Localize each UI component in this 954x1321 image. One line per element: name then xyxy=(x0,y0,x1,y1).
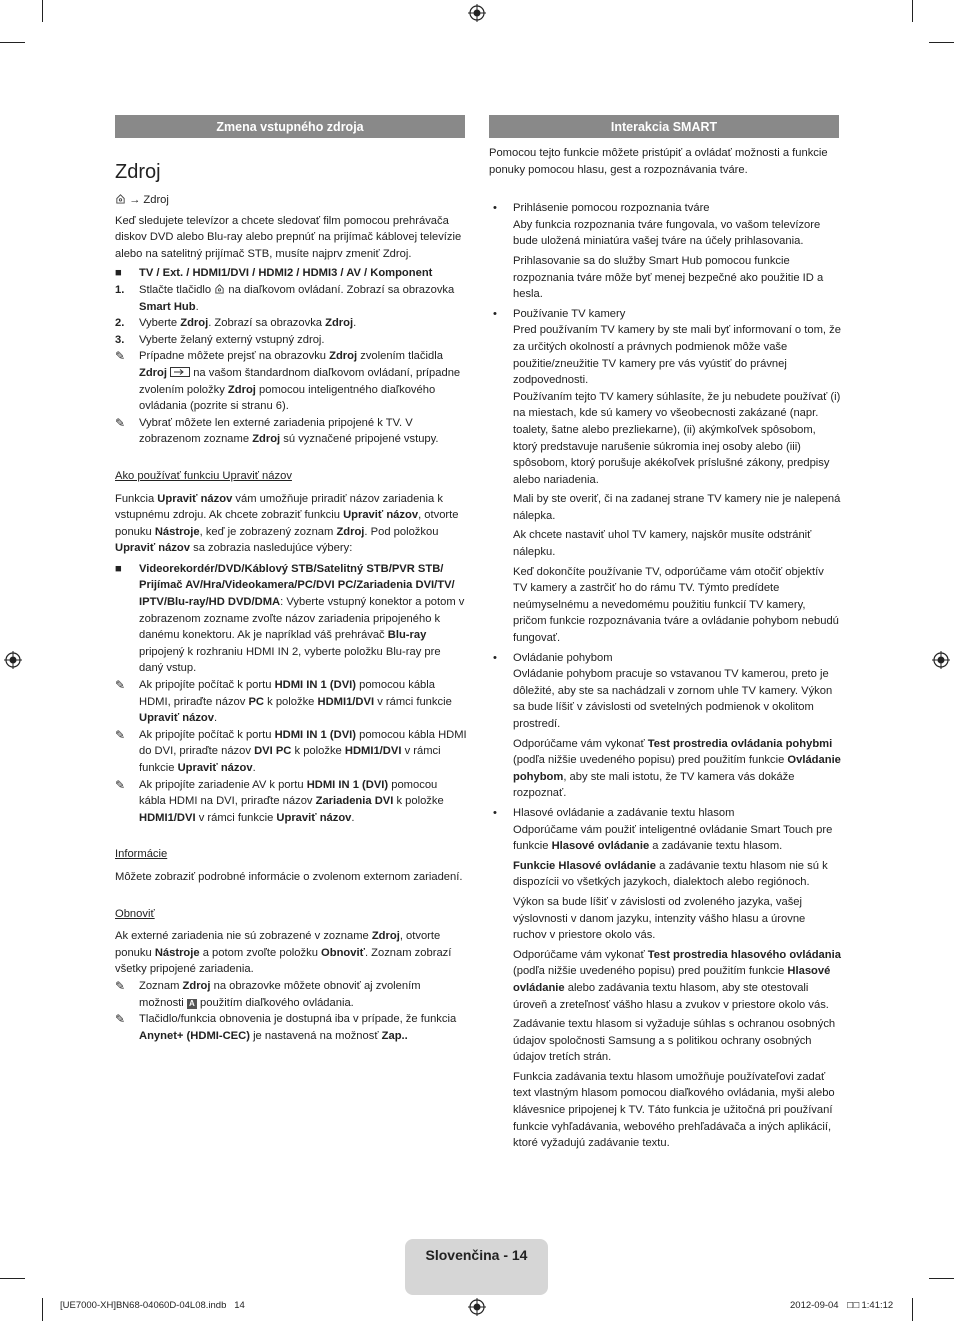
info-paragraph: Môžete zobraziť podrobné informácie o zvolenom externom zariadení. xyxy=(115,870,463,883)
bullet-paragraph: Funkcia zadávania textu hlasom umožňuje používateľovi zadať text vlastným hlasom pomocou diaľkového ovládania, myši alebo klávesnice pripojenej k TV. Táto funkcia je užitočná pri používaní funkcie vyhľadávania, webového prehľadávača a iných aplikácií, ktoré vyžadujú zadávanie textu. xyxy=(513,1070,835,1150)
a-button-icon: A xyxy=(187,999,197,1009)
crop-mark xyxy=(42,0,43,22)
step-number: 1. xyxy=(115,283,125,296)
bullet-paragraph: Zadávanie textu hlasom si vyžaduje súhlas s ochranou osobných údajov spoločnosti Samsung a s politikou ochrany osobných údajov tretích strán. xyxy=(513,1018,836,1064)
registration-mark-icon xyxy=(468,1298,486,1316)
note-icon: ✎ xyxy=(115,727,126,742)
bullet-title: Používanie TV kamery xyxy=(513,307,626,320)
bullet-item xyxy=(489,306,841,323)
step-3 xyxy=(115,332,467,349)
bullet-item xyxy=(489,650,841,667)
note xyxy=(115,978,467,1011)
right-column xyxy=(489,145,841,1152)
note-text: Vybrať môžete len externé zariadenia pripojené k TV. V zobrazenom zozname Zdroj sú vyznačené pripojené vstupy. xyxy=(139,416,439,446)
bullet-marker: • xyxy=(493,651,497,664)
square-marker: ■ xyxy=(115,267,122,280)
menu-path-text: → Zdroj xyxy=(129,194,169,206)
bullet-marker: • xyxy=(493,307,497,320)
page-title: Zdroj xyxy=(115,161,161,183)
crop-mark xyxy=(929,1278,954,1279)
bullet-paragraph: Keď dokončíte používanie TV, odporúčame vám otočiť objektív TV kamery a zastrčiť ho do rámu TV. Týmto predídete neúmyselnému a nevedomému použitiu funkcií TV kamery, pričom funkcie rozpoznávania tváre a ovládanie pohybom nebudú fungovať. xyxy=(513,565,839,645)
step-number: 3. xyxy=(115,333,125,346)
crop-mark xyxy=(912,0,913,22)
crop-mark xyxy=(0,1278,25,1279)
intro-paragraph: Pomocou tejto funkcie môžete pristúpiť a ovládať možnosti a funkcie ponuky pomocou hlasu, gest a rozpoznávania tváre. xyxy=(489,147,828,176)
bullet-paragraph: Pred používaním TV kamery by ste mali byť informovaní o tom, že za určitých okolností a právnych podmienok môže vaše použitie/zneužitie TV kamery pre vás vyústiť do právnej zodpovednosti. xyxy=(513,324,841,387)
section-header-right: Interakcia SMART xyxy=(489,115,839,138)
registration-mark-icon xyxy=(468,4,486,22)
bullet-paragraph: Prihlasovanie sa do služby Smart Hub pomocou funkcie rozpoznania tváre môže byť menej bezpečné ako použitie ID a hesla. xyxy=(513,254,824,301)
bullet-paragraph: Ak chcete nastaviť uhol TV kamery, najskôr musíte odstrániť nálepku. xyxy=(513,529,812,559)
crop-mark xyxy=(929,42,954,43)
sources-item xyxy=(115,265,467,282)
note-icon: ✎ xyxy=(115,415,126,430)
note-icon: ✎ xyxy=(115,678,126,693)
square-marker: ■ xyxy=(115,562,122,575)
source-button-icon xyxy=(170,367,190,377)
note xyxy=(115,415,467,448)
note xyxy=(115,1011,467,1044)
bullet-paragraph: Funkcie Hlasové ovládanie a zadávanie textu hlasom nie sú k dispozícii vo všetkých jazykoch, dialektoch alebo regiónoch. xyxy=(513,859,828,889)
bullet-title: Prihlásenie pomocou rozpoznania tváre xyxy=(513,202,710,215)
crop-mark xyxy=(42,1298,43,1321)
note-text: Ak pripojíte počítač k portu HDMI IN 1 (DVI) pomocou kábla HDMI do DVI, priraďte názov DVI PC k položke HDMI1/DVI v rámci funkcie Upraviť názov. xyxy=(139,728,467,774)
bullet-marker: • xyxy=(493,806,497,819)
crop-mark xyxy=(912,1298,913,1321)
subheading-edit-name: Ako používať funkciu Upraviť názov xyxy=(115,469,292,482)
step-number: 2. xyxy=(115,317,125,330)
note xyxy=(115,348,467,414)
page-number: Slovenčina - 14 xyxy=(425,1247,528,1263)
crop-mark xyxy=(0,42,25,43)
note-text: Ak pripojíte zariadenie AV k portu HDMI IN 1 (DVI) pomocou kábla HDMI na DVI, priraďte názov Zariadenia DVI k položke HDMI1/DVI v rámci funkcie Upraviť názov. xyxy=(139,778,444,824)
section-header-left: Zmena vstupného zdroja xyxy=(115,115,465,138)
note-icon: ✎ xyxy=(115,777,126,792)
intro-paragraph: Keď sledujete televízor a chcete sledovať film pomocou prehrávača diskov DVD alebo Blu-ray alebo prepnúť na prijímač káblovej televízie alebo na satelitný prijímač STB, musíte najprv zmeniť Zdroj. xyxy=(115,214,462,260)
subheading-refresh: Obnoviť xyxy=(115,907,155,920)
imprint-date: 2012-09-04 ☐☐ 1:41:12 xyxy=(790,1300,894,1311)
bullet-paragraph: Ovládanie pohybom pracuje so vstavanou TV kamerou, preto je dôležité, aby ste sa nachádzali v zornom uhle TV kamery. Výkon sa bude líšiť v závislosti od svetelných podmienok v okolitom prostredí. xyxy=(513,668,833,730)
bullet-paragraph: Výkon sa bude líšiť v závislosti od zvoleného jazyka, vašej výslovnosti v danom jazyku, intenzity vášho hlasu a úrovne ruchov v priestore okolo vás. xyxy=(513,895,806,942)
page-number-tab xyxy=(405,1239,548,1295)
bullet-item xyxy=(489,200,841,217)
step-text: Vyberte Zdroj. Zobrazí sa obrazovka Zdroj. xyxy=(139,317,357,330)
bullet-paragraph: Aby funkcia rozpoznania tváre fungovala, vo vašom televízore bude uložená miniatúra vašej tváre na účely prihlasovania. xyxy=(513,218,821,248)
note-icon: ✎ xyxy=(115,1012,126,1027)
subheading-info: Informácie xyxy=(115,848,168,861)
sources-list: TV / Ext. / HDMI1/DVI / HDMI2 / HDMI3 / AV / Komponent xyxy=(139,267,433,280)
home-icon xyxy=(214,283,225,294)
imprint-file: [UE7000-XH]BN68-04060D-04L08.indb 14 xyxy=(60,1300,245,1311)
bullet-title: Hlasové ovládanie a zadávanie textu hlasom xyxy=(513,806,735,819)
step-text: Vyberte želaný externý vstupný zdroj. xyxy=(139,333,325,346)
step-text: Stlačte tlačidlo na diaľkovom ovládaní. Zobrazí sa obrazovka Smart Hub. xyxy=(139,283,455,313)
bullet-item xyxy=(489,805,841,822)
note-icon: ✎ xyxy=(115,978,126,993)
note-text: Zoznam Zdroj na obrazovke môžete obnoviť aj zvolením možnosti A použitím diaľkového ovládania. xyxy=(139,979,421,1009)
menu-path xyxy=(115,192,467,209)
note-text: Ak pripojíte počítač k portu HDMI IN 1 (DVI) pomocou kábla HDMI, priraďte názov PC k položke HDMI1/DVI v rámci funkcie Upraviť názov. xyxy=(139,679,452,725)
note xyxy=(115,727,467,777)
note xyxy=(115,677,467,727)
bullet-title: Ovládanie pohybom xyxy=(513,651,613,664)
bullet-paragraph: Odporúčame vám vykonať Test prostredia ovládania pohybmi (podľa nižšie uvedeného popisu) pred použitím funkcie Ovládanie pohybom, aby ste mali istotu, že TV kamera vás dokáže rozpoznať. xyxy=(513,737,841,800)
step-2 xyxy=(115,315,467,332)
bullet-paragraph: Používaním tejto TV kamery súhlasíte, že ju nebudete používať (i) na miestach, kde sú kamery vo všeobecnosti zakázané (napr. toalety, šatne alebo prezliekarne), (ii) akýmkoľvek spôsobom, ktorý predstavuje narušenie súkromia inej osoby alebo (iii) spôsobom, ktorý porušuje akékoľvek príslušné zákony, predpisy alebo nariadenia. xyxy=(513,390,841,486)
bullet-paragraph: Odporúčame vám použiť inteligentné ovládanie Smart Touch pre funkcie Hlasové ovládanie a zadávanie textu hlasom. xyxy=(513,823,833,853)
note-text: Prípadne môžete prejsť na obrazovku Zdroj zvolením tlačidla Zdroj na vašom štandardnom diaľkovom ovládaní, prípadne zvolením položky Zdroj pomocou inteligentného diaľkového ovládania (pozrite si stranu 6). xyxy=(139,350,461,413)
devices-text: Videorekordér/DVD/Káblový STB/Satelitný STB/PVR STB/ Prijímač AV/Hra/Videokamera/PC/DVI PC/Zariadenia DVI/TV/ IPTV/Blu-ray/HD DVD/DMA: Vyberte vstupný konektor a potom v zobrazenom zozname zvoľte názov zariadenia pripojeného k danému konektoru. Ak je napríklad váš prehrávač Blu-ray pripojený k rozhraniu HDMI IN 2, vyberte položku Blu-ray pre daný vstup. xyxy=(139,562,465,675)
note-text: Tlačidlo/funkcia obnovenia je dostupná iba v prípade, že funkcia Anynet+ (HDMI-CEC) je nastavená na možnosť Zap.. xyxy=(139,1013,457,1042)
refresh-paragraph: Ak externé zariadenia nie sú zobrazené v zozname Zdroj, otvorte ponuku Nástroje a potom zvoľte položku Obnoviť. Zoznam zobrazí všetky pripojené zariadenia. xyxy=(115,930,452,976)
registration-mark-icon xyxy=(932,651,950,669)
bullet-paragraph: Odporúčame vám vykonať Test prostredia hlasového ovládania (podľa nižšie uvedeného popisu) pred použitím funkcie Hlasové ovládanie alebo zadávania textu hlasom, aby ste otestovali úroveň a zreteľnosť vášho hlasu a zvukov v priestore okolo vás. xyxy=(513,948,841,1011)
registration-mark-icon xyxy=(4,651,22,669)
edit-name-paragraph: Funkcia Upraviť názov vám umožňuje priradiť názov zariadenia k vstupnému zdroju. Ak chcete zobraziť funkciu Upraviť názov, otvorte ponuku Nástroje, keď je zobrazený zoznam Zdroj. Pod položkou Upraviť názov sa zobrazia nasledujúce výbery: xyxy=(115,492,459,555)
devices-item xyxy=(115,561,467,677)
home-icon xyxy=(115,193,126,204)
bullet-marker: • xyxy=(493,202,497,215)
note-icon: ✎ xyxy=(115,349,126,364)
bullet-paragraph: Mali by ste overiť, či na zadanej strane TV kamery nie je nalepená nálepka. xyxy=(513,493,841,522)
note xyxy=(115,777,467,827)
left-column xyxy=(115,160,467,1044)
step-1 xyxy=(115,282,467,315)
